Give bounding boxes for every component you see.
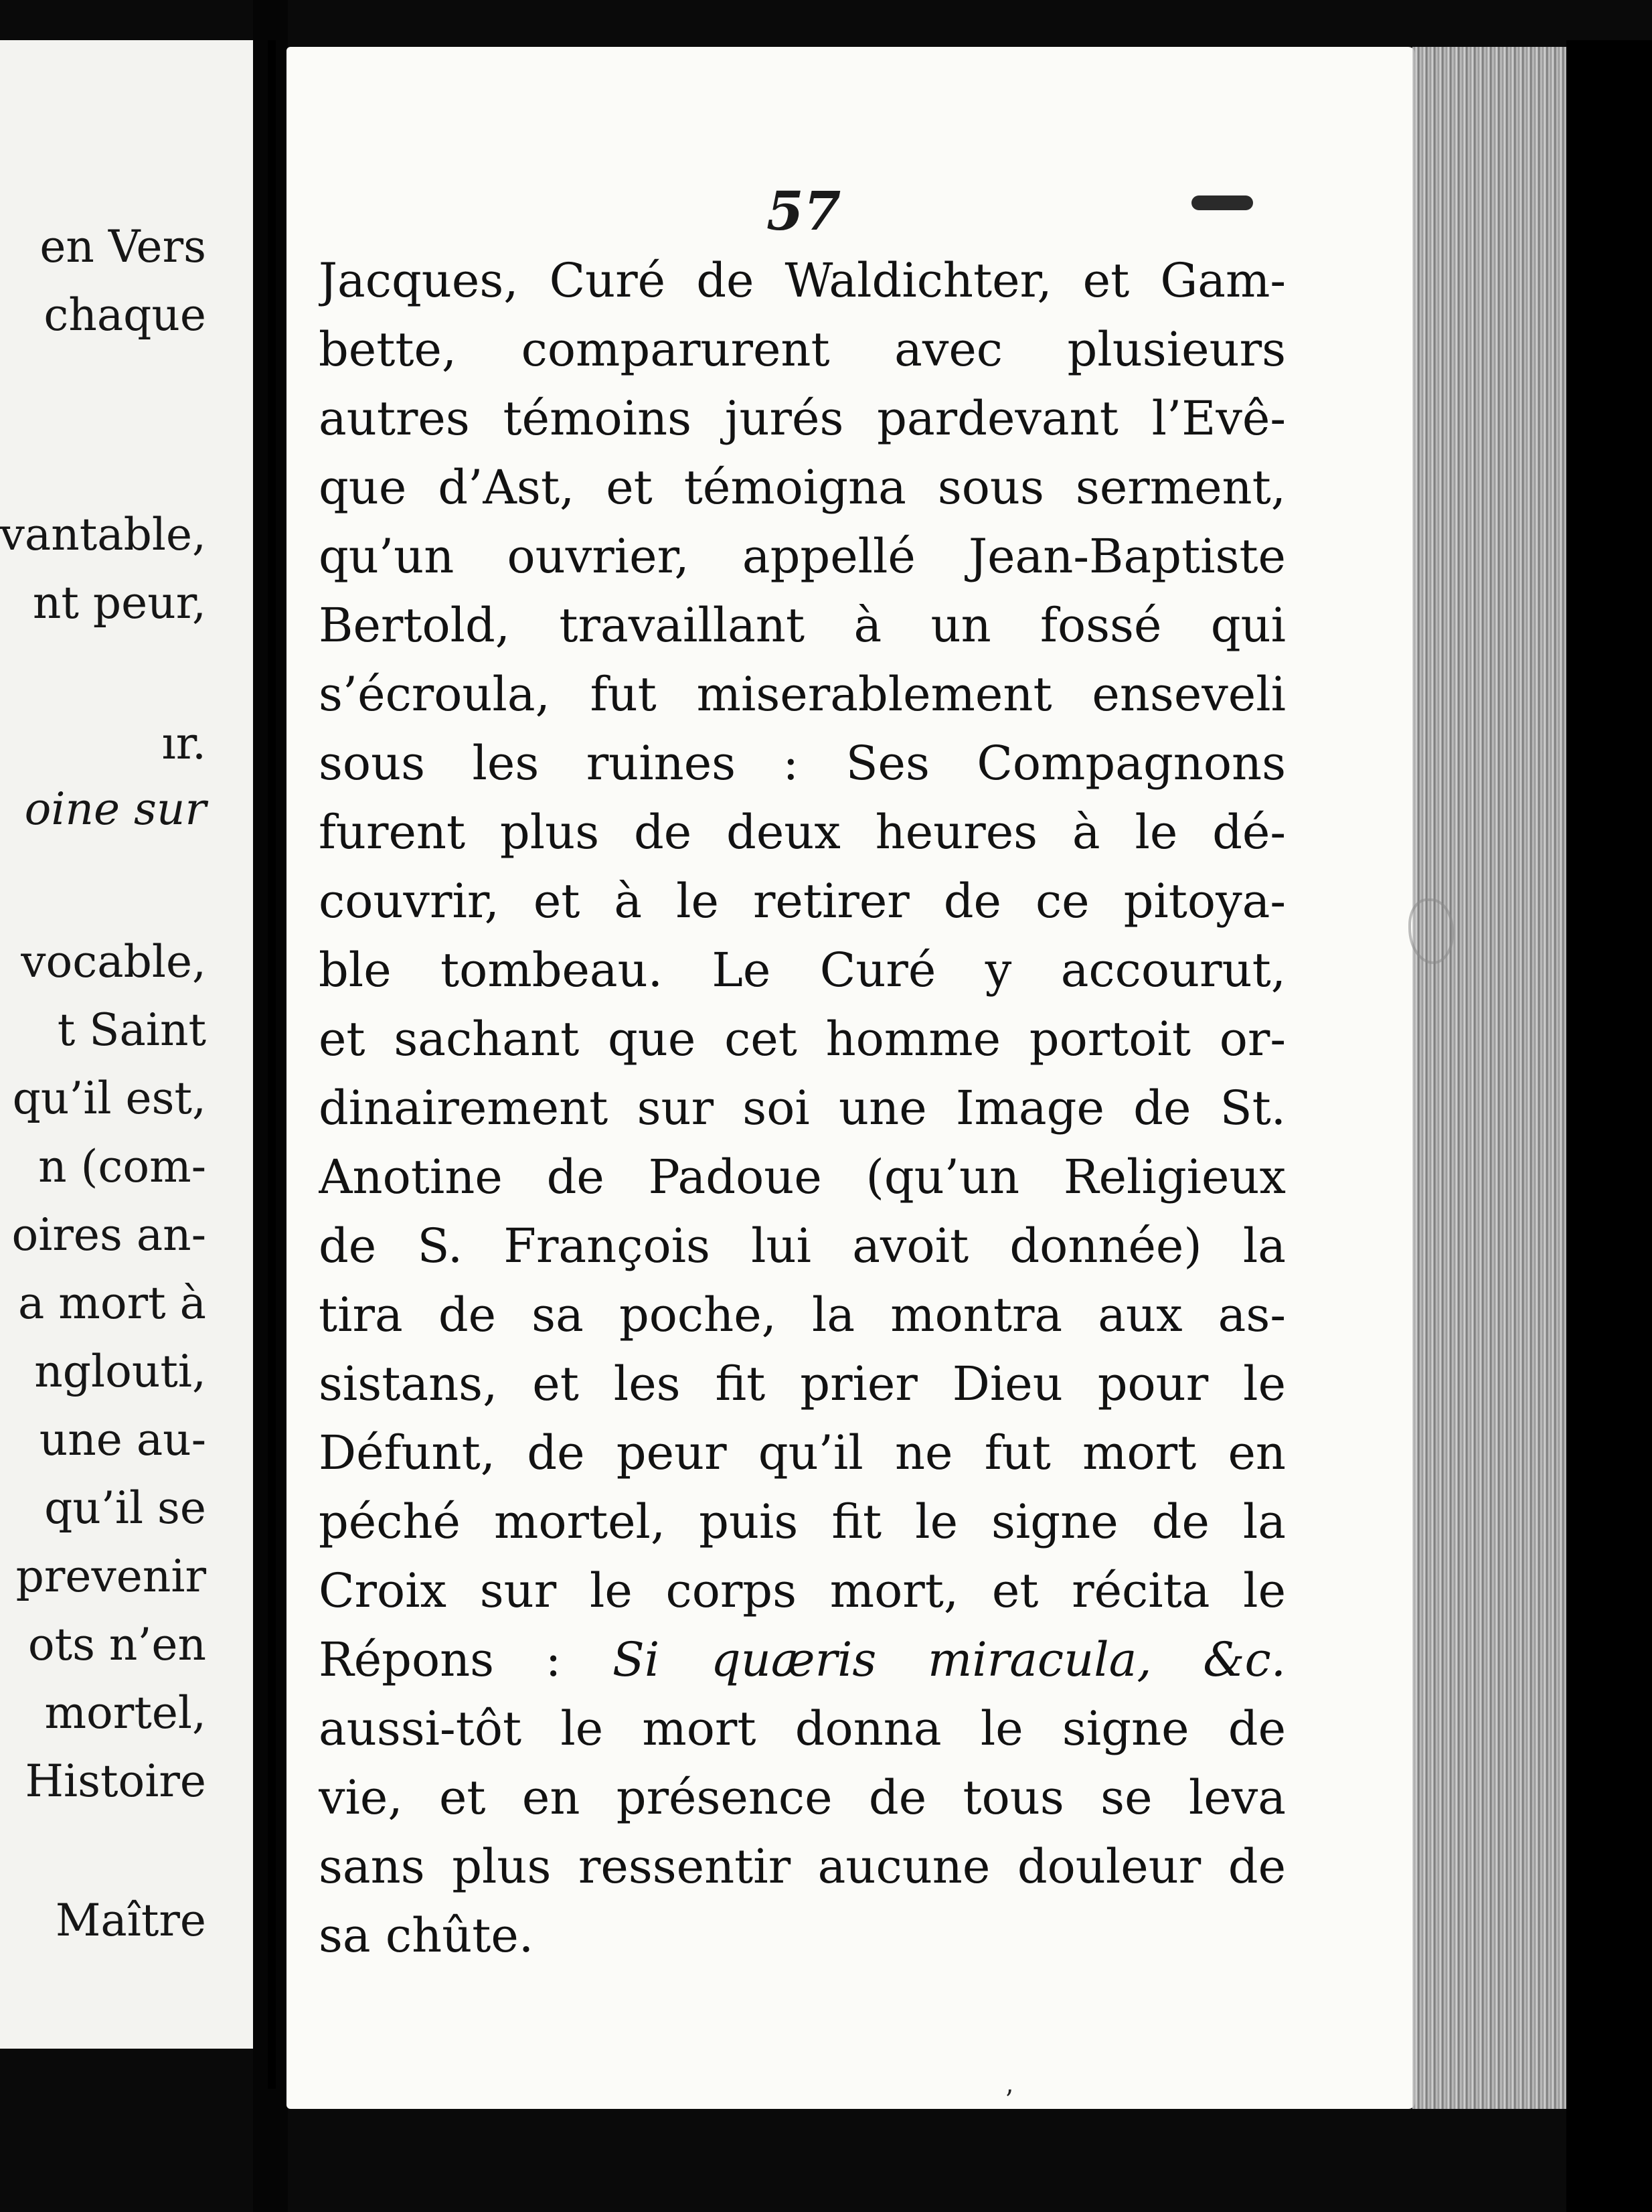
ink-tick: ʼ — [1004, 2085, 1013, 2116]
left-text-line: ır. — [161, 718, 206, 769]
left-text-line: mortel, — [44, 1687, 206, 1739]
text-line: et sachant que cet homme portoit or- — [319, 1012, 1286, 1066]
text-line: péché mortel, puis fit le signe de la — [319, 1494, 1286, 1549]
left-page — [0, 40, 253, 2049]
left-text-line: nt peur, — [32, 577, 206, 629]
left-text-line: chaque — [44, 289, 206, 341]
book-shadow — [1566, 40, 1652, 2212]
body-text — [319, 246, 1286, 1970]
left-text-line: vantable, — [0, 509, 206, 560]
latin-phrase: Si quæris miracula, &c. — [612, 1632, 1286, 1687]
page-number: 57 — [766, 179, 841, 242]
left-text-line: t Saint — [57, 1004, 206, 1056]
left-text-line: oires an- — [11, 1209, 206, 1261]
left-text-line: Histoire — [25, 1755, 206, 1807]
text-line: furent plus de deux heures à le dé- — [319, 805, 1286, 860]
left-text-line: ots n’en — [27, 1619, 206, 1670]
text-line: sistans, et les fit prier Dieu pour le — [319, 1356, 1286, 1411]
left-text-line: vocable, — [21, 936, 206, 988]
text-line: de S. François lui avoit donnée) la — [319, 1218, 1286, 1273]
text-line: Bertold, travaillant à un fossé qui — [319, 598, 1286, 653]
left-text-line: qu’il est, — [12, 1073, 206, 1124]
left-text-line: qu’il se — [44, 1482, 206, 1534]
text-line: Anotine de Padoue (qu’un Religieux — [319, 1150, 1286, 1204]
text-line: autres témoins jurés pardevant l’Evê- — [319, 391, 1286, 446]
text-line-repons — [319, 1626, 1286, 1694]
text-line: s’écroula, fut miserablement enseveli — [319, 667, 1286, 722]
left-text-line: a mort à — [17, 1277, 206, 1329]
left-text-line: n (com- — [38, 1141, 206, 1192]
repons-label: Répons : — [319, 1632, 562, 1687]
text-line: sans plus ressentir aucune douleur de — [319, 1839, 1286, 1894]
text-line: Jacques, Curé de Waldichter, et Gam- — [319, 253, 1286, 308]
text-line: que d’Ast, et témoigna sous serment, — [319, 460, 1286, 515]
left-text-line: en Vers — [39, 221, 206, 272]
text-line: sous les ruines : Ses Compagnons — [319, 736, 1286, 791]
text-line: dinairement sur soi une Image de St. — [319, 1081, 1286, 1135]
text-line: aussi-tôt le mort donna le signe de — [319, 1701, 1286, 1756]
text-line: Croix sur le corps mort, et récita le — [319, 1563, 1286, 1618]
text-line: tira de sa poche, la montra aux as- — [319, 1287, 1286, 1342]
left-text-line: une au- — [39, 1414, 206, 1466]
left-text-line: oine sur — [24, 783, 206, 835]
ink-mark — [1191, 195, 1253, 210]
text-line: bette, comparurent avec plusieurs — [319, 322, 1286, 377]
left-text-line: prevenir — [15, 1551, 206, 1602]
text-line: Défunt, de peur qu’il ne fut mort en — [319, 1425, 1286, 1480]
page-edges — [1412, 47, 1566, 2109]
text-line: ble tombeau. Le Curé y accourut, — [319, 943, 1286, 998]
text-line: couvrir, et à le retirer de ce pitoya- — [319, 874, 1286, 929]
text-line-final: sa chûte. — [319, 1908, 534, 1963]
text-line: qu’un ouvrier, appellé Jean-Baptiste — [319, 529, 1286, 584]
left-text-line: Maître — [55, 1895, 206, 1946]
text-line: vie, et en présence de tous se leva — [319, 1770, 1286, 1825]
left-text-line: nglouti, — [34, 1346, 206, 1397]
gutter-shadow — [268, 40, 276, 2089]
